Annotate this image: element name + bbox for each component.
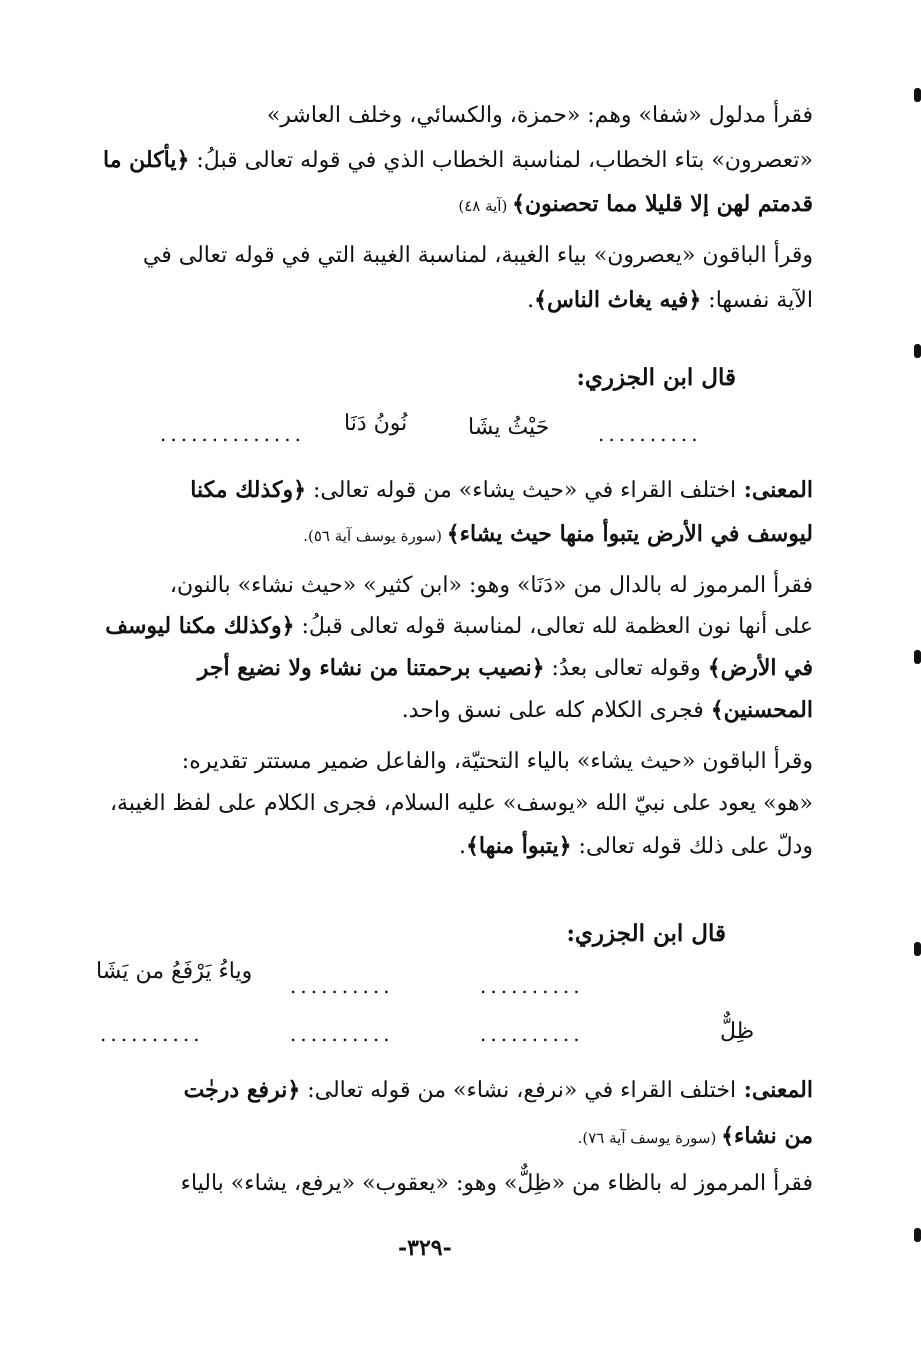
scan-edge-mark	[914, 1228, 921, 1242]
scan-edge-mark	[914, 942, 921, 956]
verse-dots-right: ..........	[480, 1022, 584, 1046]
verse-dots-left: ..............	[160, 422, 306, 446]
s1p3-line1: وقرأ الباقون «حيث يشاء» بالياء التحتيّة، والفاعل ضمير مستتر تقديره:	[181, 749, 813, 774]
s1p2-line1: فقرأ المرموز له بالدال من «دَنَا» وهو: «ابن كثير» «حيث نشاء» بالنون،	[169, 573, 813, 598]
quran-quote: ليوسف في الأرض يتبوأ منها حيث يشاء﴾	[446, 521, 813, 547]
verse2-line2: ظِلٌّ	[720, 1019, 755, 1044]
quran-quote: ﴿يتبوأ منها﴾	[465, 833, 572, 859]
s1p2-line2: على أنها نون العظمة لله تعالى، لمناسبة قوله تعالى قبلُ: ﴿وكذلك مكنا ليوسف	[105, 613, 813, 639]
verse-phrase-a: حَيْثُ يشَا	[468, 415, 550, 440]
meaning2-line1: المعنى: اختلف القراء في «نرفع، نشاء» من قوله تعالى: ﴿نرفع درجٰت	[183, 1077, 813, 1103]
verse-dots-right: ..........	[480, 974, 584, 998]
meaning-label: المعنى:	[736, 1077, 813, 1103]
verse-dots-right: ..........	[598, 422, 702, 446]
s1p2-line4: المحسنين﴾ فجرى الكلام كله على نسق واحد.	[401, 697, 813, 723]
scan-edge-mark	[914, 344, 921, 358]
verse2-line1: وياءُ يَرْفَعُ من يَشَا	[96, 959, 253, 984]
verse-phrase-b: نُونُ دَنَا	[344, 411, 408, 436]
verse-reference: (آية ٤٨)	[458, 197, 513, 215]
quran-quote: في الأرض﴾	[707, 655, 813, 681]
para1-line1: فقرأ مدلول «شفا» وهم: «حمزة، والكسائي، وخلف العاشر»	[266, 103, 813, 128]
verse-reference: (سورة يوسف آية ٥٦).	[303, 527, 447, 545]
s1p3-line2: «هو» يعود على نبيّ الله «يوسف» عليه السلام، فجرى الكلام على لفظ الغيبة،	[109, 791, 813, 816]
para1-line2: «تعصرون» بتاء الخطاب، لمناسبة الخطاب الذي في قوله تعالى قبلُ: ﴿يأكلن ما	[103, 147, 813, 173]
page-number: -٣٢٩-	[398, 1235, 452, 1261]
meaning2-line2	[103, 1116, 813, 1156]
scan-edge-mark	[914, 650, 921, 664]
quran-quote: ﴿نرفع درجٰت	[183, 1077, 301, 1103]
quran-quote: قدمتم لهن إلا قليلا مما تحصنون﴾	[512, 191, 813, 217]
verse-dots-middle: ..........	[290, 974, 394, 998]
quran-quote: ﴿وكذلك مكنا	[190, 477, 306, 503]
quran-quote: ﴿فيه يغاث الناس﴾	[534, 287, 702, 313]
quran-quote: من نشاء﴾	[721, 1123, 813, 1149]
quran-quote: ﴿يأكلن ما	[103, 147, 190, 173]
s1p3-line3: ودلّ على ذلك قوله تعالى: ﴿يتبوأ منها﴾.	[458, 833, 813, 859]
verse-reference: (سورة يوسف آية ٧٦).	[577, 1129, 722, 1147]
meaning-label: المعنى:	[736, 477, 813, 503]
quran-quote: ﴿نصيب برحمتنا من نشاء ولا نضيع أجر	[197, 655, 545, 681]
verse-dots-left: ..........	[100, 1022, 204, 1046]
section2-heading: قال ابن الجزري:	[566, 920, 726, 947]
section1-heading: قال ابن الجزري:	[576, 364, 736, 391]
meaning1-line2	[103, 514, 813, 554]
para1-line3	[103, 184, 813, 224]
quran-quote: المحسنين﴾	[710, 697, 813, 723]
para2-line2: الآية نفسها: ﴿فيه يغاث الناس﴾.	[527, 287, 813, 313]
meaning1-line1: المعنى: اختلف القراء في «حيث يشاء» من قوله تعالى: ﴿وكذلك مكنا	[190, 477, 813, 503]
para2-line1: وقرأ الباقون «يعصرون» بياء الغيبة، لمناسبة الغيبة التي في قوله تعالى في	[142, 243, 813, 268]
scan-edge-mark	[914, 88, 921, 102]
quran-quote: ﴿وكذلك مكنا ليوسف	[105, 613, 295, 639]
s1p2-line3: في الأرض﴾ وقوله تعالى بعدُ: ﴿نصيب برحمتنا من نشاء ولا نضيع أجر	[197, 655, 813, 681]
verse-dots-middle: ..........	[290, 1022, 394, 1046]
s2p2-line1: فقرأ المرموز له بالظاء من «ظِلٌّ» وهو: «يعقوب» «يرفع، يشاء» بالياء	[180, 1171, 813, 1196]
